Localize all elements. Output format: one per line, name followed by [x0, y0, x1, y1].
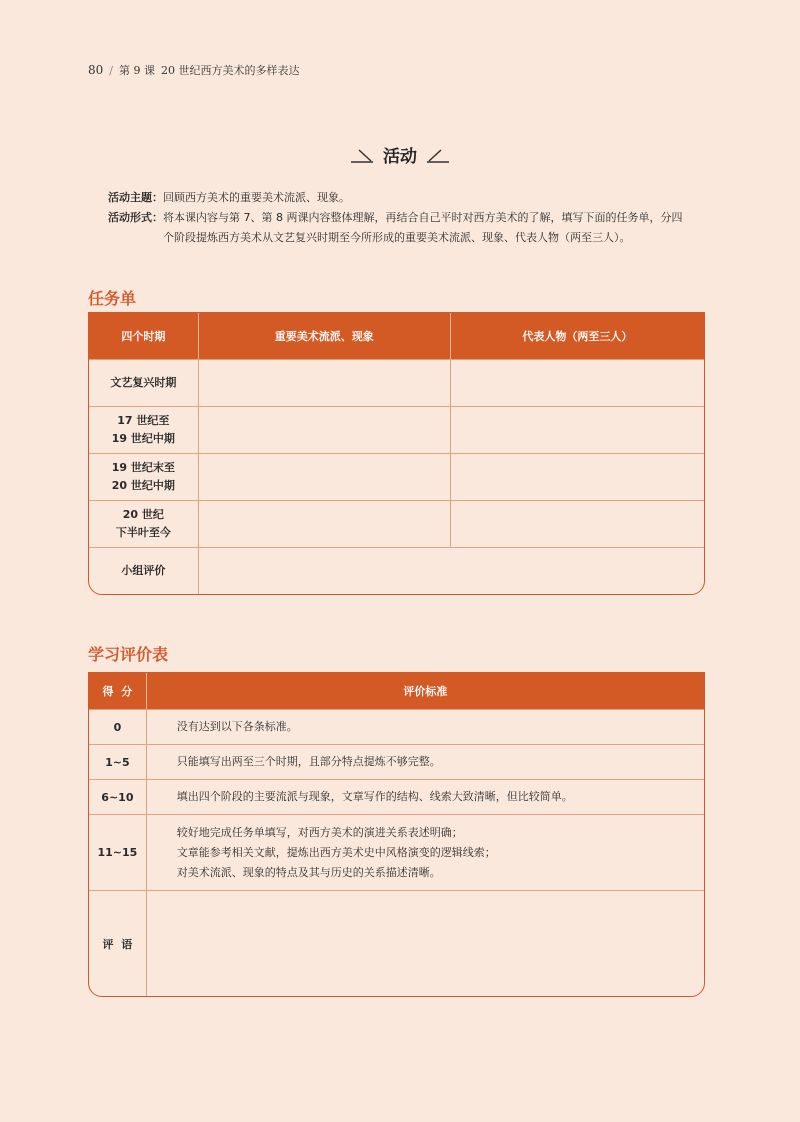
- score-cell: 6~10: [89, 779, 147, 814]
- header-divider: /: [109, 64, 113, 77]
- figures-input-cell[interactable]: [451, 500, 704, 547]
- theme-label: 活动主题：: [108, 191, 163, 204]
- table-row: [89, 744, 704, 779]
- activity-heading: [0, 142, 800, 167]
- group-eval-label: 小组评价: [89, 547, 199, 594]
- figures-input-cell[interactable]: [451, 406, 704, 453]
- movements-input-cell[interactable]: [199, 359, 451, 406]
- score-cell: 0: [89, 709, 147, 744]
- period-cell: 19 世纪末至 20 世纪中期: [89, 453, 199, 500]
- criteria-line: 较好地完成任务单填写，对西方美术的演进关系表述明确；: [176, 825, 463, 839]
- period-cell: 文艺复兴时期: [89, 359, 199, 406]
- right-slash-decoration-icon: [425, 147, 451, 163]
- criteria-line: 对美术流派、现象的特点及其与历史的关系描述清晰。: [176, 865, 441, 879]
- column-header: 代表人物（两至三人）: [451, 313, 704, 359]
- table-row: [89, 779, 704, 814]
- task-sheet-table: [88, 312, 705, 595]
- group-eval-input-cell[interactable]: [199, 547, 704, 594]
- column-header: 重要美术流派、现象: [199, 313, 451, 359]
- column-header: 得 分: [89, 673, 147, 709]
- criteria-cell: [147, 744, 704, 779]
- table-row: [89, 359, 704, 406]
- table-row: [89, 814, 704, 890]
- page-header: [88, 62, 300, 78]
- theme-text: 回顾西方美术的重要美术流派、现象。: [163, 191, 350, 204]
- table-row: [89, 709, 704, 744]
- criteria-cell: [147, 779, 704, 814]
- score-cell: 1~5: [89, 744, 147, 779]
- table-row: [89, 890, 704, 996]
- criteria-line: 只能填写出两至三个时期，且部分特点提炼不够完整。: [176, 755, 441, 768]
- form-line-1: 将本课内容与第 7、第 8 两课内容整体理解，再结合自己平时对西方美术的了解，填写下面的任务单，分四: [163, 211, 683, 224]
- figures-input-cell[interactable]: [451, 359, 704, 406]
- eval-table-title: 学习评价表: [88, 645, 169, 664]
- criteria-cell: [147, 814, 704, 890]
- table-row: [89, 453, 704, 500]
- period-cell: 17 世纪至 19 世纪中期: [89, 406, 199, 453]
- figures-input-cell[interactable]: [451, 453, 704, 500]
- movements-input-cell[interactable]: [199, 453, 451, 500]
- form-line-2: 个阶段提炼西方美术从文艺复兴时期至今所形成的重要美术流派、现象、代表人物（两至三人）。: [163, 231, 631, 244]
- task-sheet-title: 任务单: [88, 289, 137, 308]
- left-slash-decoration-icon: [349, 147, 375, 163]
- column-header: 评价标准: [147, 673, 704, 709]
- column-header: 四个时期: [89, 313, 199, 359]
- period-cell: 20 世纪 下半叶至今: [89, 500, 199, 547]
- movements-input-cell[interactable]: [199, 500, 451, 547]
- criteria-line: 文章能参考相关文献，提炼出西方美术史中风格演变的逻辑线索；: [176, 845, 496, 859]
- comment-input-cell[interactable]: [147, 890, 704, 996]
- movements-input-cell[interactable]: [199, 406, 451, 453]
- lesson-number: 第 9 课: [119, 64, 155, 77]
- activity-intro: [108, 188, 708, 248]
- form-label: 活动形式：: [108, 211, 163, 224]
- lesson-title: 20 世纪西方美术的多样表达: [161, 64, 300, 77]
- eval-header-row: [89, 673, 704, 709]
- comment-label: 评 语: [89, 890, 147, 996]
- form-text: [163, 208, 708, 248]
- table-row: [89, 547, 704, 594]
- score-cell: 11~15: [89, 814, 147, 890]
- activity-form: [108, 208, 708, 248]
- page-number: 80: [88, 63, 104, 77]
- criteria-line: 没有达到以下各条标准。: [176, 720, 298, 733]
- task-header-row: [89, 313, 704, 359]
- criteria-line: 填出四个阶段的主要流派与现象，文章写作的结构、线索大致清晰，但比较简单。: [176, 790, 573, 803]
- table-row: [89, 500, 704, 547]
- evaluation-table: [88, 672, 705, 997]
- activity-theme: [108, 188, 708, 208]
- activity-title: 活动: [383, 147, 417, 167]
- table-row: [89, 406, 704, 453]
- criteria-cell: [147, 709, 704, 744]
